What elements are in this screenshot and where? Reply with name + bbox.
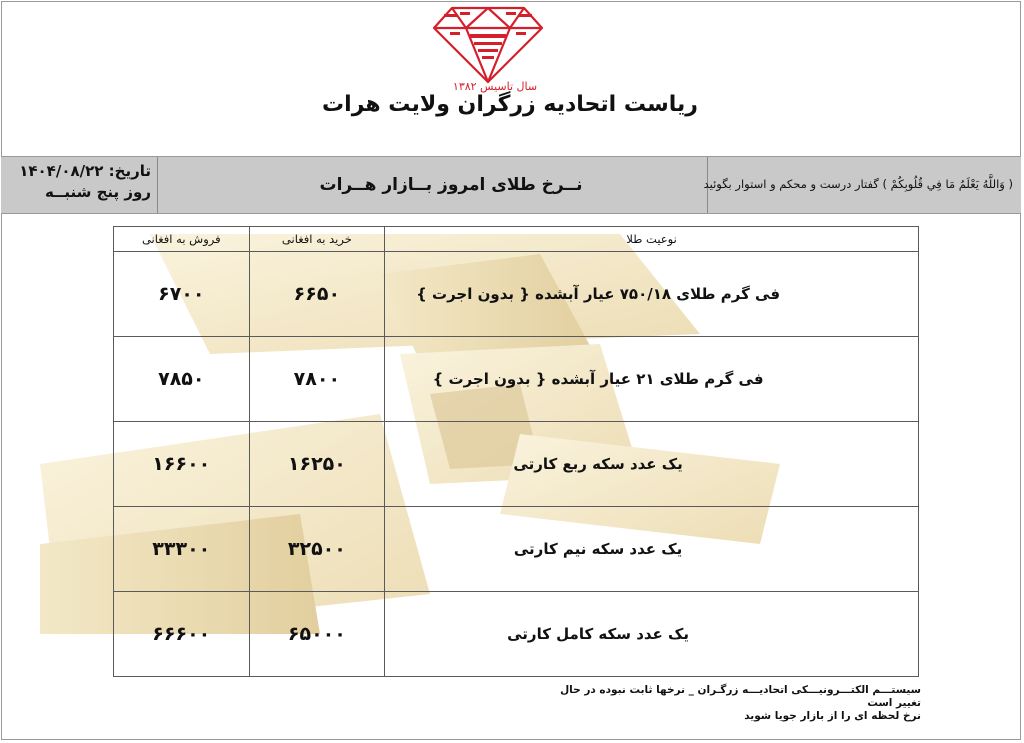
footer-line-1: سیستـــم الکتـــرونیـــکی اتحادیـــه زرگـران _ نرخها ثابت نبوده در حال تغییر است — [560, 684, 921, 709]
row-type: فی گرم طلای ۲۱ عیار آبشده { بدون اجرت } — [385, 337, 919, 422]
org-title: ریاست اتحادیه زرگران ولایت هرات — [322, 92, 698, 117]
table-row — [114, 252, 919, 337]
diamond-logo-icon — [430, 4, 546, 84]
row-sell-price: ۶۷۰۰ — [114, 252, 250, 337]
header-type: نوعیت طلا — [385, 227, 919, 252]
row-type: یک عدد سکه نیم کارتی — [385, 507, 919, 592]
row-sell-price: ۳۳۳۰۰ — [114, 507, 250, 592]
header-buy: خرید به افغانی — [249, 227, 385, 252]
table-row — [114, 422, 919, 507]
footer-note — [545, 684, 921, 723]
table-row — [114, 592, 919, 677]
table-row — [114, 507, 919, 592]
table-row — [114, 337, 919, 422]
row-buy-price: ۷۸۰۰ — [249, 337, 385, 422]
footer-line-2: نرخ لحظه ای را از بازار جویا شوید — [744, 710, 921, 722]
row-sell-price: ۷۸۵۰ — [114, 337, 250, 422]
header-sell: فروش به افغانی — [114, 227, 250, 252]
date-line: تاریخ: ۱۴۰۴/۰۸/۲۲ — [19, 162, 151, 180]
row-sell-price: ۱۶۶۰۰ — [114, 422, 250, 507]
row-type: یک عدد سکه ربع کارتی — [385, 422, 919, 507]
row-type: فی گرم طلای ۷۵۰/۱۸ عیار آبشده { بدون اجرت } — [385, 252, 919, 337]
row-buy-price: ۳۲۵۰۰ — [249, 507, 385, 592]
verse-box — [703, 157, 1021, 213]
row-type: یک عدد سکه کامل کارتی — [385, 592, 919, 677]
info-bar — [1, 157, 1021, 214]
verse-text: ( وَاللَّهُ يَعْلَمُ مَا فِي قُلُوبِكُمْ ) گفتار درست و محکم و استوار بگوئید — [703, 177, 1013, 191]
founded-year: سال تاسیس ۱۳۸۲ — [452, 80, 538, 93]
rates-table — [113, 226, 919, 677]
row-sell-price: ۶۶۶۰۰ — [114, 592, 250, 677]
row-buy-price: ۶۵۰۰۰ — [249, 592, 385, 677]
date-box — [1, 157, 158, 213]
day-line: روز پنج شنبــه — [45, 183, 151, 201]
rates-title: نــرخ طلای امروز بــازار هــرات — [319, 175, 583, 195]
table-header-row — [114, 227, 919, 252]
row-buy-price: ۶۶۵۰ — [249, 252, 385, 337]
row-buy-price: ۱۶۲۵۰ — [249, 422, 385, 507]
